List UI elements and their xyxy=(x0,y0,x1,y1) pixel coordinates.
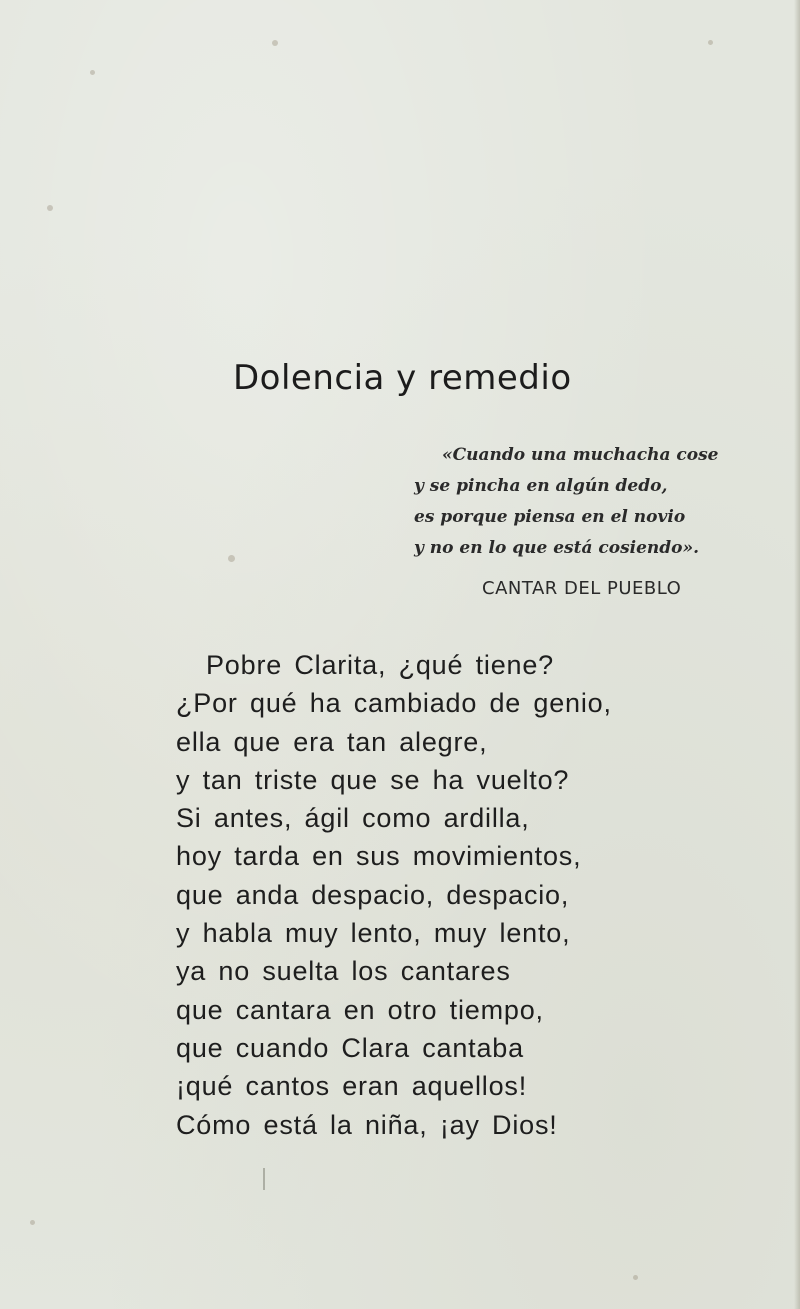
paper-speck xyxy=(272,40,278,46)
epigraph-line: es porque piensa en el novio xyxy=(414,507,686,527)
poem-line: Si antes, ágil como ardilla, xyxy=(176,803,530,834)
page-title: Dolencia y remedio xyxy=(233,358,572,398)
poem-line: que cuando Clara cantaba xyxy=(176,1032,524,1063)
poem-line: hoy tarda en sus movimientos, xyxy=(176,841,582,872)
paper-speck xyxy=(47,205,53,211)
epigraph-line: y se pincha en algún dedo, xyxy=(414,476,668,496)
poem-line: ¡qué cantos eran aquellos! xyxy=(176,1071,528,1102)
poem-body xyxy=(176,646,736,1144)
paper-speck xyxy=(30,1220,35,1225)
epigraph-line: y no en lo que está cosiendo». xyxy=(414,538,700,558)
poem-line: Cómo está la niña, ¡ay Dios! xyxy=(176,1109,558,1140)
page-edge-shadow xyxy=(794,0,800,1309)
paper-mark xyxy=(263,1168,265,1190)
poem-line: ¿Por qué ha cambiado de genio, xyxy=(176,688,612,719)
poem-line: Pobre Clarita, ¿qué tiene? xyxy=(206,650,554,680)
epigraph xyxy=(414,440,744,564)
poem-line: ella que era tan alegre, xyxy=(176,726,488,757)
paper-speck xyxy=(228,555,235,562)
epigraph-line: «Cuando una muchacha cose xyxy=(442,445,719,465)
paper-speck xyxy=(90,70,95,75)
poem-line: que anda despacio, despacio, xyxy=(176,879,570,910)
epigraph-attribution: CANTAR DEL PUEBLO xyxy=(482,578,682,599)
paper-speck xyxy=(708,40,713,45)
poem-line: que cantara en otro tiempo, xyxy=(176,994,544,1025)
paper-speck xyxy=(633,1275,638,1280)
poem-line: y tan triste que se ha vuelto? xyxy=(176,764,570,795)
poem-line: y habla muy lento, muy lento, xyxy=(176,918,571,949)
poem-line: ya no suelta los cantares xyxy=(176,956,511,987)
